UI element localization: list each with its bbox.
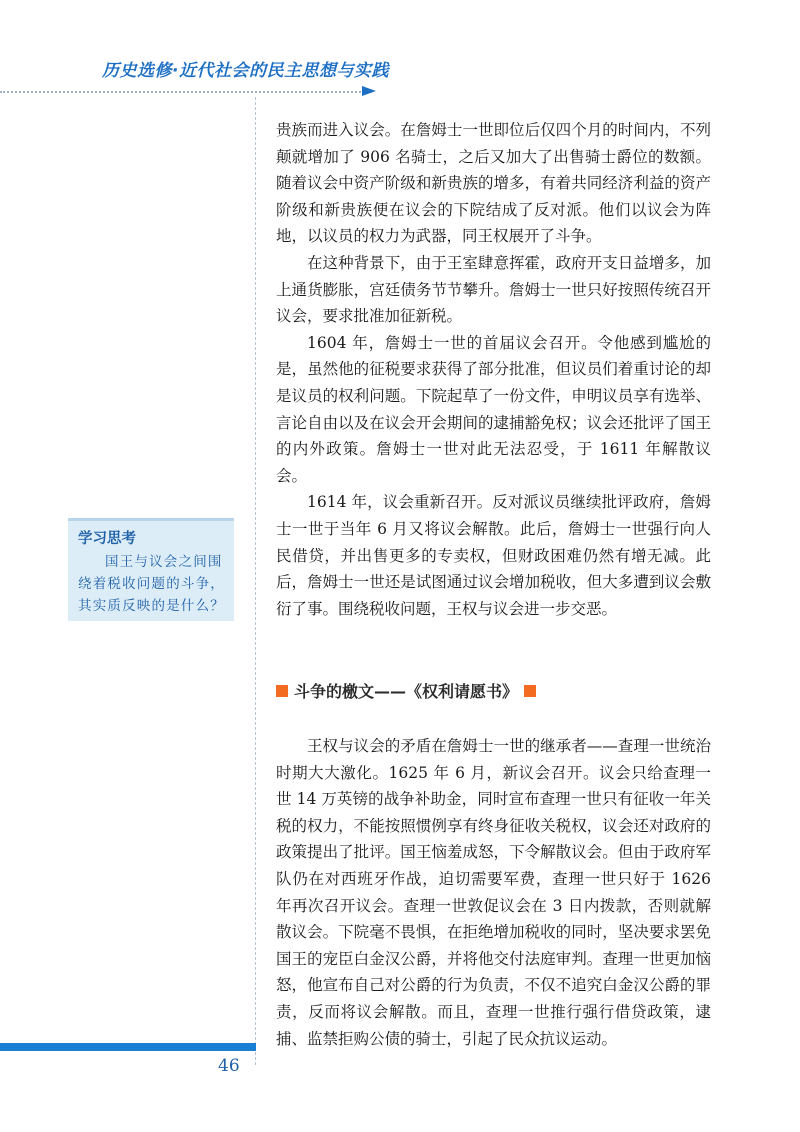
header-dotted-rule xyxy=(0,91,372,93)
study-think-title: 学习思考 xyxy=(78,531,136,547)
paragraph: 贵族而进入议会。在詹姆士一世即位后仅四个月的时间内，不列颠就增加了 906 名骑士，之后又加大了出售骑士爵位的数额。随着议会中资产阶级和新贵族的增多，有着共同经济利益的资产阶级和新贵族便在议会的下院结成了反对派。他们以议会为阵地，以议员的权力为武器，同王权展开了斗争。 xyxy=(276,121,711,246)
running-header: 历史选修·近代社会的民主思想与实践 xyxy=(102,61,389,81)
section-title: 斗争的檄文——《权利请愿书》 xyxy=(294,682,519,701)
page-number: 46 xyxy=(218,1056,240,1076)
column-divider xyxy=(255,97,256,1065)
header-arrow-icon xyxy=(362,86,376,96)
square-bullet-icon xyxy=(524,685,536,697)
paragraph: 王权与议会的矛盾在詹姆士一世的继承者——查理一世统治时期大大激化。1625 年 6 月，新议会召开。议会只给查理一世 14 万英镑的战争补助金，同时宣布查理一世只有征收一年关税的权力，不能按照惯例享有终身征收关税权，议会还对政府的政策提出了批评。国王恼羞成怒，下令解散议会。但由于政府军队仍在对西班牙作战，迫切需要军费，查理一世只好于 1626 年再次召开议会。查理一世敦促议会在 3 日内拨款，否则就解散议会。下院毫不畏惧，在拒绝增加税收的同时，坚决要求罢免国王的宠臣白金汉公爵，并将他交付法庭审判。查理一世更加恼怒，他宣布自己对公爵的行为负责，不仅不追究白金汉公爵的罪责，反而将议会解散。而且，查理一世推行强行借贷政策，逮捕、监禁拒购公债的骑士，引起了民众抗议运动。 xyxy=(276,737,711,1048)
section-heading xyxy=(276,679,536,702)
study-think-question: 国王与议会之间围绕着税收问题的斗争，其实质反映的是什么？ xyxy=(78,554,225,614)
footer-bar xyxy=(0,1043,256,1051)
study-think-box xyxy=(68,518,234,621)
square-bullet-icon xyxy=(276,685,288,697)
body-text-top xyxy=(276,117,711,622)
body-text-bottom xyxy=(276,733,711,1052)
paragraph: 1604 年，詹姆士一世的首届议会召开。令他感到尴尬的是，虽然他的征税要求获得了部分批准，但议员们着重讨论的却是议员的权利问题。下院起草了一份文件，申明议员享有选举、言论自由以及在议会开会期间的逮捕豁免权；议会还批评了国王的内外政策。詹姆士一世对此无法忍受，于 1611 年解散议会。 xyxy=(276,333,711,485)
paragraph: 在这种背景下，由于王室肆意挥霍，政府开支日益增多，加上通货膨胀，宫廷债务节节攀升。詹姆士一世只好按照传统召开议会，要求批准加征新税。 xyxy=(276,253,711,326)
paragraph: 1614 年，议会重新召开。反对派议员继续批评政府，詹姆士一世于当年 6 月又将议会解散。此后，詹姆士一世强行向人民借贷，并出售更多的专卖权，但财政困难仍然有增无减。此后，詹姆士一世还是试图通过议会增加税收，但大多遭到议会敷衍了事。围绕税收问题，王权与议会进一步交恶。 xyxy=(276,493,711,618)
